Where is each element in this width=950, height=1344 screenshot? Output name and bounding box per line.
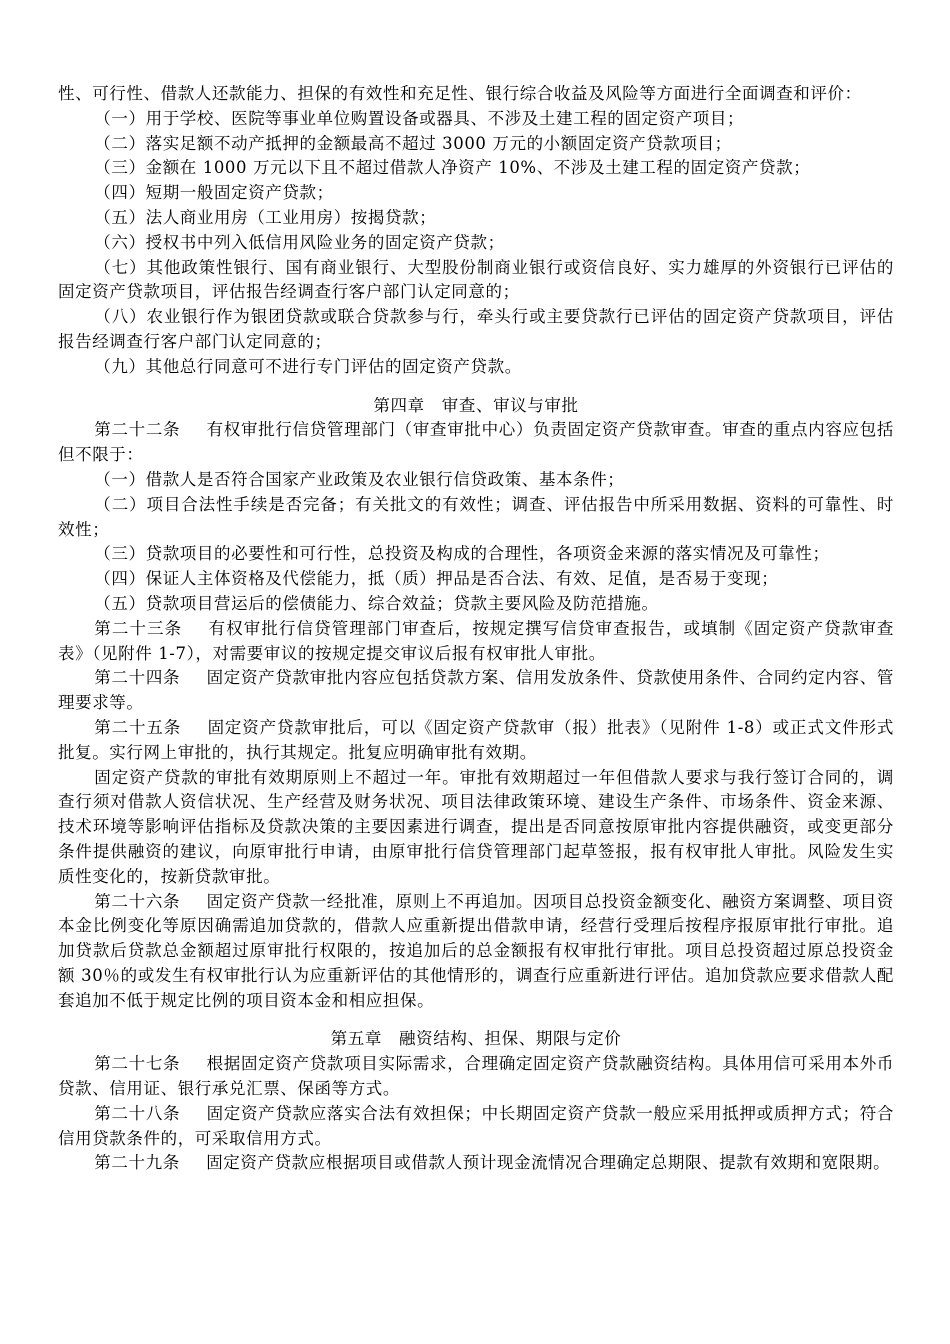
article-22-item-3: （三）贷款项目的必要性和可行性，总投资及构成的合理性，各项资金来源的落实情况及可靠性； [94, 544, 830, 564]
article-25 [58, 716, 894, 766]
chapter-heading-5: 第五章 融资结构、担保、期限与定价 [330, 1029, 622, 1049]
list-item-9: （九）其他总行同意可不进行专门评估的固定资产贷款。 [94, 356, 522, 376]
list-item-8: （八）农业银行作为银团贷款或联合贷款参与行，牵头行或主要贷款行已评估的固定资产贷款项目，评估报告经调查行客户部门认定同意的； [58, 307, 894, 351]
article-22-item-4: （四）保证人主体资格及代偿能力，抵（质）押品是否合法、有效、足值，是否易于变现； [94, 569, 779, 589]
article-number: 第二十二条 [94, 420, 181, 440]
article-number: 第二十四条 [94, 668, 181, 688]
article-text: 有权审批行信贷管理部门（审查审批中心）负责固定资产贷款审查。审查的重点内容应包括但不限于： [58, 420, 895, 465]
article-text: 固定资产贷款应落实合法有效担保；中长期固定资产贷款一般应采用抵押或质押方式；符合信用贷款条件的，可采取信用方式。 [58, 1103, 895, 1148]
article-number: 第二十九条 [94, 1153, 180, 1173]
article-28 [58, 1102, 894, 1152]
article-22-item-2: （二）项目合法性手续是否完备；有关批文的有效性；调查、评估报告中所采用数据、资料的可靠性、时效性； [58, 494, 894, 539]
list-item-4: （四）短期一般固定资产贷款； [94, 183, 334, 203]
article-number: 第二十三条 [94, 618, 183, 638]
list-item-5: （五）法人商业用房（工业用房）按揭贷款； [94, 207, 437, 227]
list-item-3: （三）金额在 1000 万元以下且不超过借款人净资产 10%、不涉及土建工程的固定资产贷款； [94, 158, 811, 178]
article-22-item-5: （五）贷款项目营运后的偿债能力、综合效益；贷款主要风险及防范措施。 [94, 593, 659, 613]
article-23 [58, 617, 894, 667]
list-item-6: （六）授权书中列入低信用风险业务的固定资产贷款； [94, 232, 505, 252]
article-24 [58, 666, 894, 716]
article-22 [58, 418, 894, 468]
article-27 [58, 1052, 894, 1102]
list-item-1: （一）用于学校、医院等事业单位购置设备或器具、不涉及土建工程的固定资产项目； [94, 108, 745, 128]
article-text: 根据固定资产贷款项目实际需求，合理确定固定资产贷款融资结构。具体用信可采用本外币贷款、信用证、银行承兑汇票、保函等方式。 [58, 1054, 895, 1099]
document-page [58, 82, 894, 1176]
article-text: 固定资产贷款一经批准，原则上不再追加。因项目总投资金额变化、融资方案调整、项目资本金比例变化等原因确需追加贷款的，借款人应重新提出借款申请，经营行受理后按程序报原审批行审批。追加贷款后贷款总金额超过原审批行权限的，按追加后的总金额报有权审批行审批。项目总投资超过原总投资金额 30％的或发生有权审批行认为应重新评估的其他情形的，调查行应重新进行评估。追加贷款应要求借款人配套追加不低于规定比例的项目资本金和相应担保。 [58, 891, 895, 1010]
article-29 [58, 1151, 894, 1176]
article-text: 固定资产贷款审批内容应包括贷款方案、信用发放条件、贷款使用条件、合同约定内容、管理要求等。 [58, 668, 895, 713]
chapter-heading-4: 第四章 审查、审议与审批 [373, 395, 579, 415]
article-text: 有权审批行信贷管理部门审查后，按规定撰写信贷审查报告，或填制《固定资产贷款审查表》（见附件 1-7），对需要审议的按规定提交审议后报有权审批人审批。 [58, 618, 894, 663]
list-item-2: （二）落实足额不动产抵押的金额最高不超过 3000 万元的小额固定资产贷款项目； [94, 133, 732, 153]
article-number: 第二十七条 [94, 1054, 181, 1074]
article-26 [58, 890, 894, 1014]
article-number: 第二十五条 [94, 717, 182, 737]
paragraph-continuation: 性、可行性、借款人还款能力、担保的有效性和充足性、银行综合收益及风险等方面进行全面调查和评价： [58, 84, 862, 103]
article-text: 固定资产贷款审批后，可以《固定资产贷款审（报）批表》（见附件 1-8）或正式文件形式批复。实行网上审批的，执行其规定。批复应明确审批有效期。 [58, 717, 895, 762]
article-22-item-1: （一）借款人是否符合国家产业政策及农业银行信贷政策、基本条件； [94, 469, 625, 489]
list-item-7: （七）其他政策性银行、国有商业银行、大型股份制商业银行或资信良好、实力雄厚的外资银行已评估的固定资产贷款项目，评估报告经调查行客户部门认定同意的； [58, 257, 894, 302]
article-text: 固定资产贷款应根据项目或借款人预计现金流情况合理确定总期限、提款有效期和宽限期。 [206, 1153, 891, 1173]
article-number: 第二十八条 [94, 1103, 181, 1123]
article-number: 第二十六条 [94, 891, 181, 911]
article-25-paragraph-2: 固定资产贷款的审批有效期原则上不超过一年。审批有效期超过一年但借款人要求与我行签订合同的，调查行须对借款人资信状况、生产经营及财务状况、项目法律政策环境、建设生产条件、市场条件、资金来源、技术环境等影响评估指标及贷款决策的主要因素进行调查，提出是否同意按原审批内容提供融资，或变更部分条件提供融资的建议，向原审批行申请，由原审批行信贷管理部门起草签报，报有权审批人审批。风险发生实质性变化的，按新贷款审批。 [58, 767, 894, 886]
